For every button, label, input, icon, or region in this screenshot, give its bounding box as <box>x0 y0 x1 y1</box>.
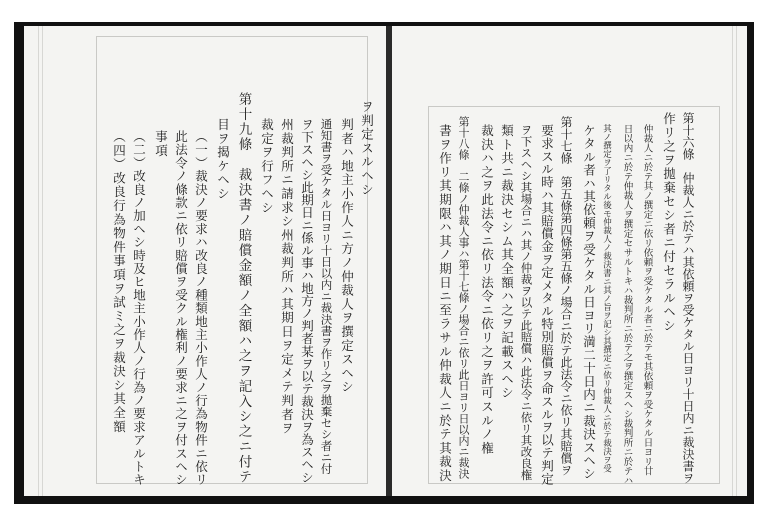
left-page <box>24 26 386 496</box>
article-heading-column: 第十七條 第五條第四條第五條ノ場合ニ於テ此法令ニ依リ其賠償ヲ <box>559 116 573 476</box>
page-edge <box>38 26 39 496</box>
text-column: 裁決ハ之ヲ此法令ニ依リ法令ニ依リ之ヲ許可スルノ権 <box>479 124 495 456</box>
text-column: ヲ判定スルヘシ <box>359 100 375 197</box>
page-edge <box>736 26 737 496</box>
page-edge <box>42 26 43 496</box>
text-column: 要求スル時ハ其賠償金ヲ定メタル特別賠償ヲ命スルヲ以テ判定 <box>539 124 555 486</box>
text-column: 判者ハ地主小作人ニ方ノ仲裁人ヲ撰定スヘシ <box>339 118 355 394</box>
text-column: 日以内ニ於テ仲裁人ヲ撰定セサルトキハ裁判所ニ於テ之ヲ撰定スヘシ裁判所ニ於テハ <box>621 124 633 485</box>
text-column: 通知書ヲ受ケタル日ヨリ十日以内ニ裁決書ヲ作リ之ヲ拋棄セシ者ニ付 <box>319 118 334 475</box>
article-heading-column: 第十八條 二條ノ仲裁人事ハ第十七條ノ場合ニ依リ此日ヨリ日以内ニ裁決 <box>457 116 470 479</box>
text-column: 書ヲ作リ其期限ハ其ノ期日ニ至ラサル仲裁人ニ於テ其裁決 <box>437 124 453 483</box>
text-column: 仲裁人ニ於テ其ノ撰定ニ依リ依頼ヲ受ケタル者ニ於テモ其依頼ヲ受ケタル日ヨリ廿 <box>641 124 653 476</box>
text-column: 類ト共ニ裁決セシム其全額ハ之ヲ記載スヘシ <box>499 124 515 400</box>
text-column: 其ノ撰定ヲ了リタル後モ仲裁人ノ裁決書ニ其ノ旨ヲ記シ其撰定ニ依リ仲裁人ニ於テ裁決ヲ受 <box>601 124 612 473</box>
text-column: ヲ下スヘシ此期日ニ係ル事ハ地方ノ判者某ヲ以テ裁決ヲ為スヘシ <box>299 118 315 484</box>
text-column: ヲ下スヘシ其場合ニハ其ノ仲裁ヲ以テ此賠償ハ此法令ニ依リ其改良権 <box>519 124 534 481</box>
article-heading-column: 第十六條 仲裁人ニ於テハ其依頼ヲ受ケタル日ヨリ十日内ニ裁決書ヲ <box>681 112 695 484</box>
text-column: 裁定ヲ行フヘシ <box>259 118 275 215</box>
text-column: 州裁判所ニ請求シ州裁判所ハ其期日ヲ定メテ判者ヲ <box>279 118 295 436</box>
text-column: ケタル者ハ其依頼ヲ受ケタル日ヨリ満二十日内ニ裁決スヘシ <box>581 124 597 481</box>
text-column: （二）改良ノ加ヘシ時及ヒ地主小作人ノ行為ノ要求アルトキ <box>131 130 147 487</box>
text-column: 事項 <box>153 130 169 158</box>
text-column: 作リ之ヲ拋棄セシ者ニ付セラルヘシ <box>661 112 677 333</box>
page-edge <box>732 26 733 496</box>
article-heading-column: 第十九條 裁決書ノ賠償金額ノ全額ハ之ヲ記入シ之ニ付テ <box>235 92 252 485</box>
right-page <box>392 26 747 496</box>
text-column: 此法令ノ條款ニ依リ賠償ヲ受クル権利ノ要求ニ之ヲ付スヘシ <box>173 130 189 487</box>
text-column: 目ヲ揭ケヘシ <box>215 118 231 201</box>
text-column: （一）裁決ノ要求ハ改良ノ種類地主小作人ノ行為物件ニ依リ <box>193 130 209 487</box>
text-column: （四）改良行為物件事項ヲ試ミ之ヲ裁決シ其全額 <box>111 130 127 434</box>
